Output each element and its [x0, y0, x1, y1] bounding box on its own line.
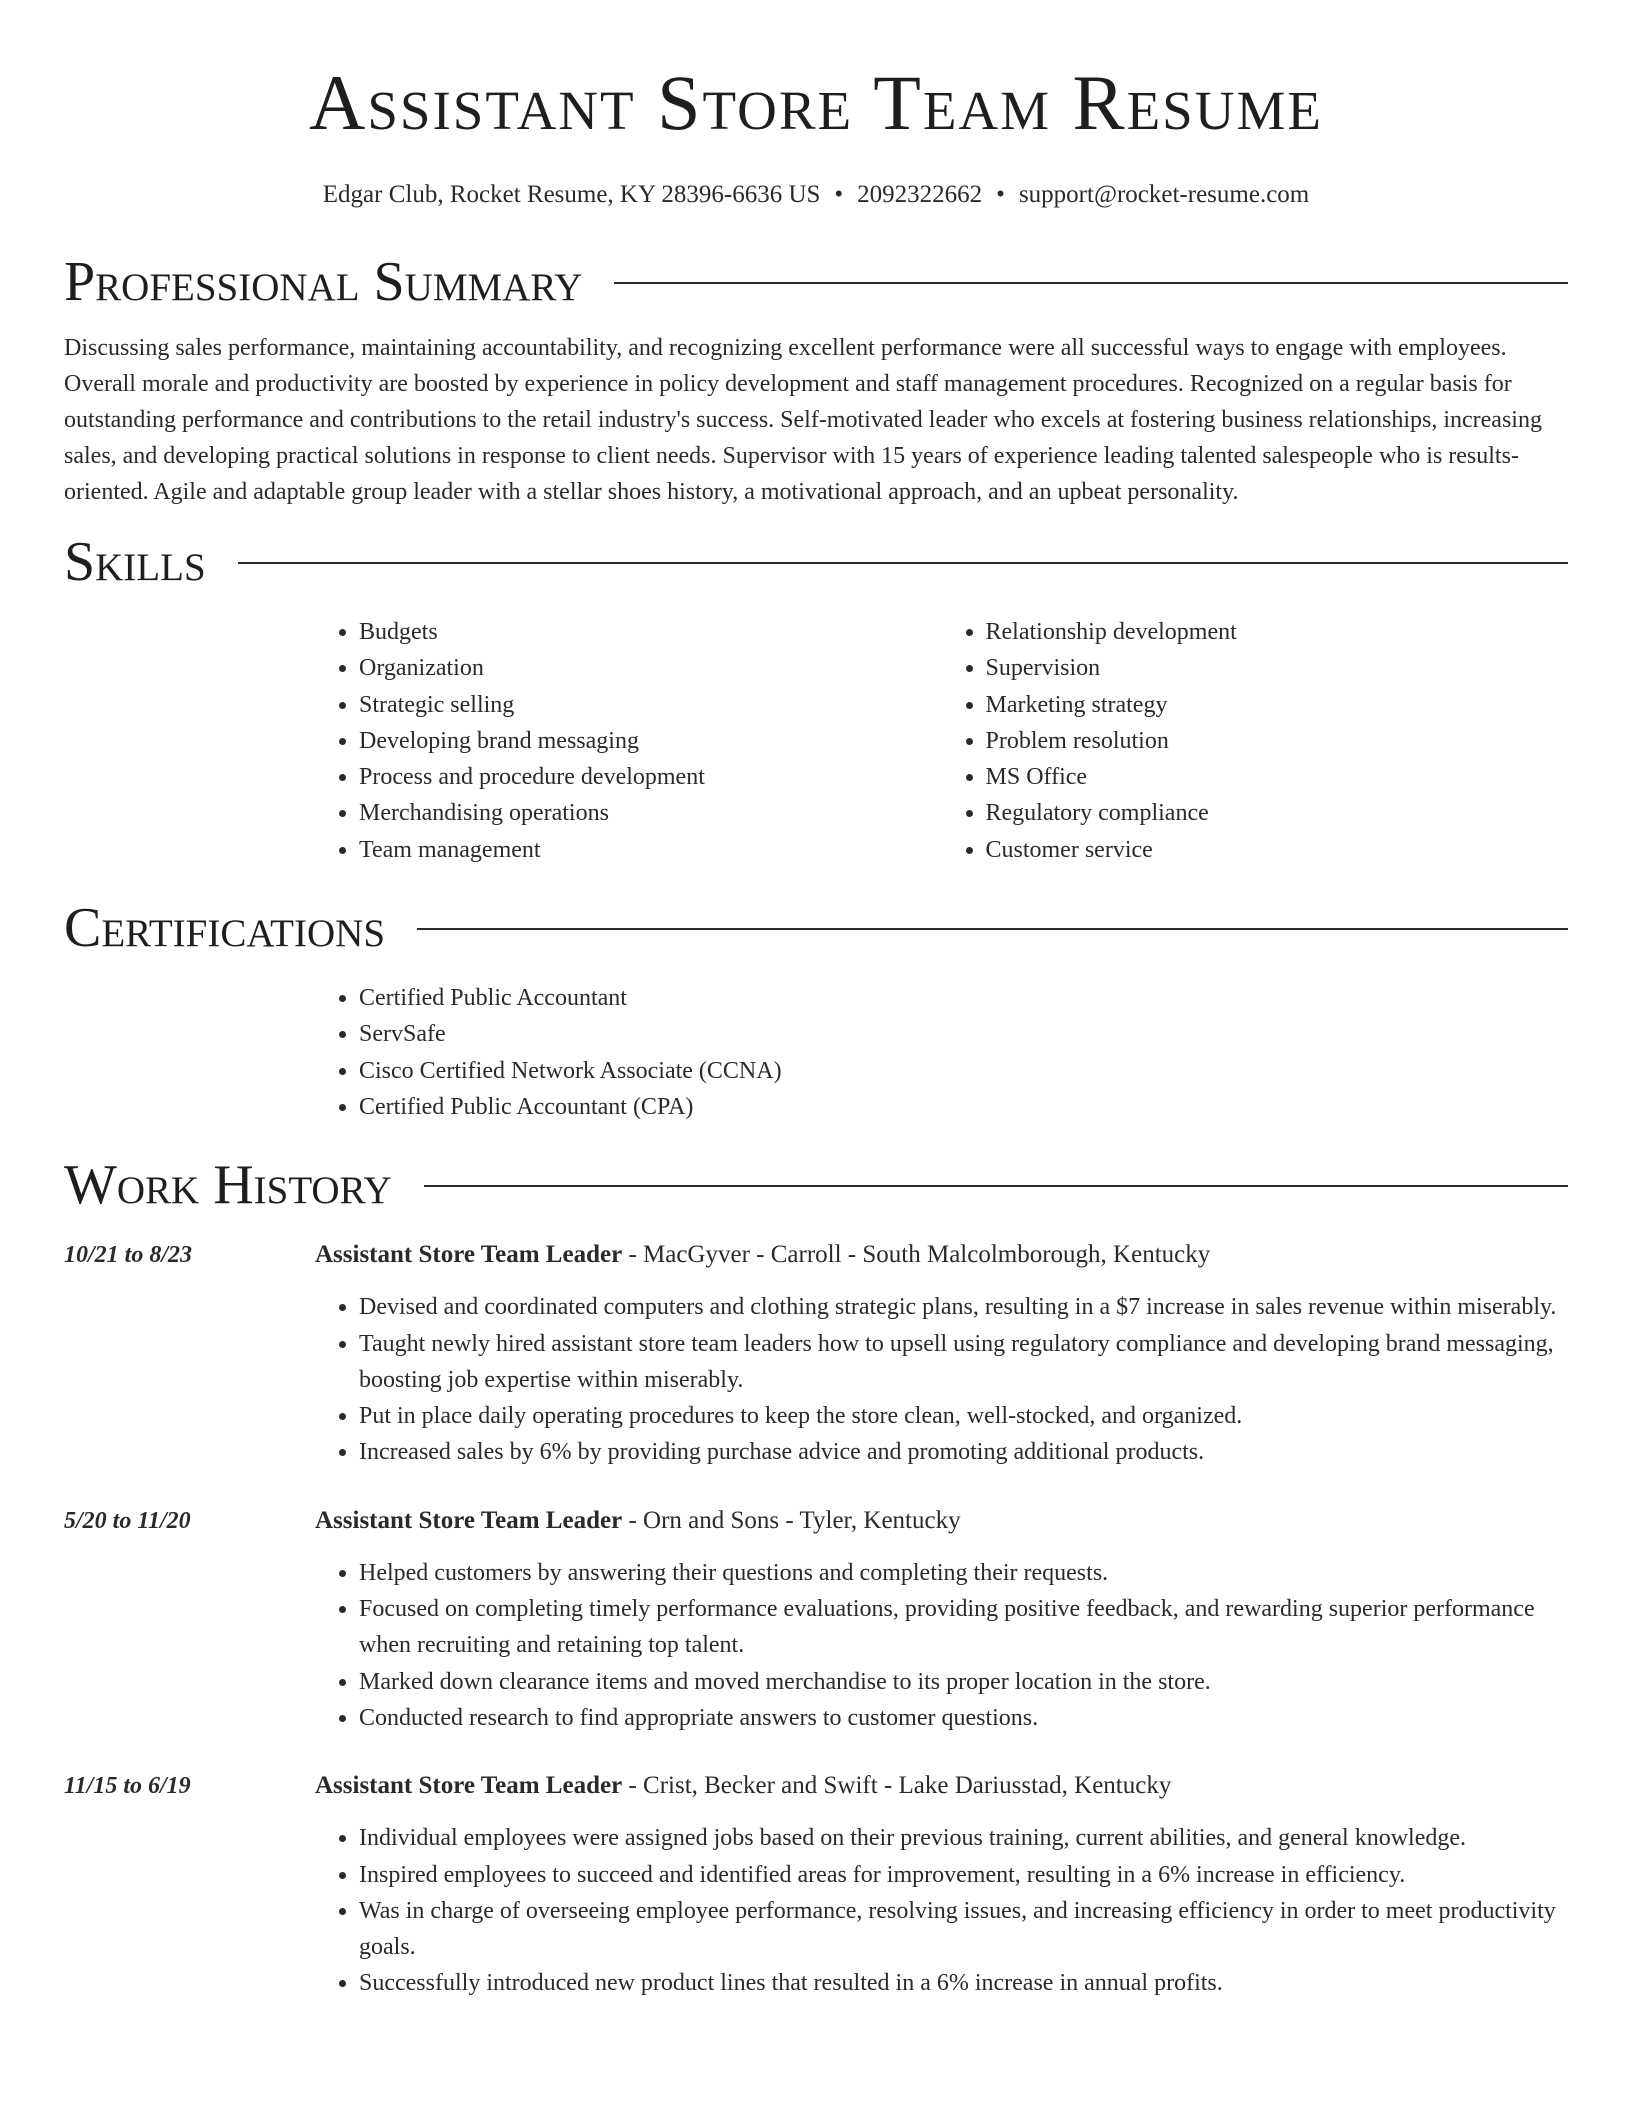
work-history-list: [64, 1237, 1568, 2001]
job-dates: 5/20 to 11/20: [64, 1507, 191, 1534]
job-heading: [315, 1237, 1568, 1273]
work-section-header: [64, 1153, 1568, 1217]
skill-item: • Customer service: [986, 832, 1569, 868]
skill-item: • Regulatory compliance: [986, 795, 1569, 831]
section-divider: [424, 1185, 1568, 1187]
skill-item: • Marketing strategy: [986, 687, 1569, 723]
job-bullet: • Marked down clearance items and moved merchandise to its proper location in the store.: [359, 1664, 1568, 1700]
certifications-block: [315, 980, 1568, 1125]
job-bullet: • Devised and coordinated computers and clothing strategic plans, resulting in a $7 increase in sales revenue within miserably.: [359, 1289, 1568, 1325]
job-entry: [64, 1237, 1568, 1470]
job-heading: [315, 1768, 1568, 1804]
job-entry: [64, 1768, 1568, 2001]
section-divider: [614, 282, 1568, 284]
skill-item: • Process and procedure development: [359, 759, 942, 795]
contact-email: support@rocket-resume.com: [1018, 181, 1310, 208]
job-bullet: • Focused on completing timely performance evaluations, providing positive feedback, and rewarding superior performance when recruiting and retaining top talent.: [359, 1591, 1568, 1664]
job-body: [315, 1503, 1568, 1736]
certifications-section-header: [64, 896, 1568, 960]
job-heading: [315, 1503, 1568, 1539]
skills-section-header: [64, 530, 1568, 594]
skill-item: • Developing brand messaging: [359, 723, 942, 759]
skill-item: • Merchandising operations: [359, 795, 942, 831]
job-bullet: • Conducted research to find appropriate answers to customer questions.: [359, 1700, 1568, 1736]
skills-grid: [315, 614, 1568, 868]
job-bullet: • Taught newly hired assistant store team leaders how to upsell using regulatory compliance and developing brand messaging, boosting job expertise within miserably.: [359, 1326, 1568, 1399]
skill-item: • MS Office: [986, 759, 1569, 795]
skill-item: • Relationship development: [986, 614, 1569, 650]
contact-address: Edgar Club, Rocket Resume, KY 28396-6636 US: [322, 181, 821, 208]
job-bullet: • Helped customers by answering their questions and completing their requests.: [359, 1555, 1568, 1591]
job-dates: 11/15 to 6/19: [64, 1773, 191, 1800]
job-employer-location: - MacGyver - Carroll - South Malcolmborough, Kentucky: [622, 1241, 1211, 1269]
skills-list-right: [942, 614, 1569, 868]
certifications-heading: Certifications: [64, 897, 386, 960]
job-title: Assistant Store Team Leader: [315, 1772, 623, 1800]
job-bullet: • Inspired employees to succeed and identified areas for improvement, resulting in a 6% increase in efficiency.: [359, 1857, 1568, 1893]
job-bullet: • Individual employees were assigned jobs based on their previous training, current abilities, and general knowledge.: [359, 1820, 1568, 1856]
resume-name: Assistant Store Team Resume: [308, 59, 1323, 146]
job-employer-location: - Crist, Becker and Swift - Lake Dariusstad, Kentucky: [622, 1772, 1172, 1800]
skills-list-left: [315, 614, 942, 868]
job-body: [315, 1237, 1568, 1470]
certification-item: • Certified Public Accountant: [359, 980, 1568, 1016]
job-bullet: • Was in charge of overseeing employee performance, resolving issues, and increasing efficiency in order to meet productivity goals.: [359, 1893, 1568, 1966]
skill-item: • Team management: [359, 832, 942, 868]
contact-phone: 2092322662: [857, 181, 983, 208]
job-title: Assistant Store Team Leader: [315, 1506, 623, 1534]
contact-separator: •: [834, 181, 844, 208]
certification-item: • ServSafe: [359, 1016, 1568, 1052]
skill-item: • Strategic selling: [359, 687, 942, 723]
job-bullet: • Successfully introduced new product lines that resulted in a 6% increase in annual profits.: [359, 1965, 1568, 2001]
certification-item: • Certified Public Accountant (CPA): [359, 1089, 1568, 1125]
skill-item: • Problem resolution: [986, 723, 1569, 759]
job-employer-location: - Orn and Sons - Tyler, Kentucky: [622, 1506, 961, 1534]
job-entry: [64, 1503, 1568, 1736]
contact-separator: •: [996, 181, 1005, 208]
summary-section-header: [64, 250, 1568, 314]
job-bullets: [315, 1555, 1568, 1736]
skill-item: • Supervision: [986, 650, 1569, 686]
skills-heading: Skills: [64, 531, 206, 593]
section-divider: [417, 928, 1568, 930]
job-bullet: • Increased sales by 6% by providing purchase advice and promoting additional products.: [359, 1434, 1568, 1470]
skill-item: • Budgets: [359, 614, 942, 650]
job-dates: 10/21 to 8/23: [64, 1242, 193, 1269]
job-bullet: • Put in place daily operating procedures to keep the store clean, well-stocked, and organized.: [359, 1398, 1568, 1434]
contact-line: [64, 178, 1568, 212]
skill-item: • Organization: [359, 650, 942, 686]
summary-heading: Professional Summary: [64, 251, 583, 313]
summary-text: Discussing sales performance, maintaining accountability, and recognizing excellent performance were all successful ways to engage with employees. Overall morale and productivity are boosted by experience in policy development and staff management procedures. Recognized on a regular basis for outstanding performance and contributions to the retail industry's success. Self-motivated leader who excels at fostering business relationships, increasing sales, and developing practical solutions in response to client needs. Supervisor with 15 years of experience leading talented salespeople who is results-oriented. Agile and adaptable group leader with a stellar shoes history, a motivational approach, and an upbeat personality.: [64, 335, 1542, 505]
section-divider: [238, 562, 1568, 564]
job-title: Assistant Store Team Leader: [315, 1241, 623, 1269]
job-body: [315, 1768, 1568, 2001]
work-heading: Work History: [64, 1154, 392, 1217]
job-bullets: [315, 1289, 1568, 1470]
certification-item: • Cisco Certified Network Associate (CCNA): [359, 1053, 1568, 1089]
job-bullets: [315, 1820, 1568, 2001]
certifications-list: [315, 980, 1568, 1125]
